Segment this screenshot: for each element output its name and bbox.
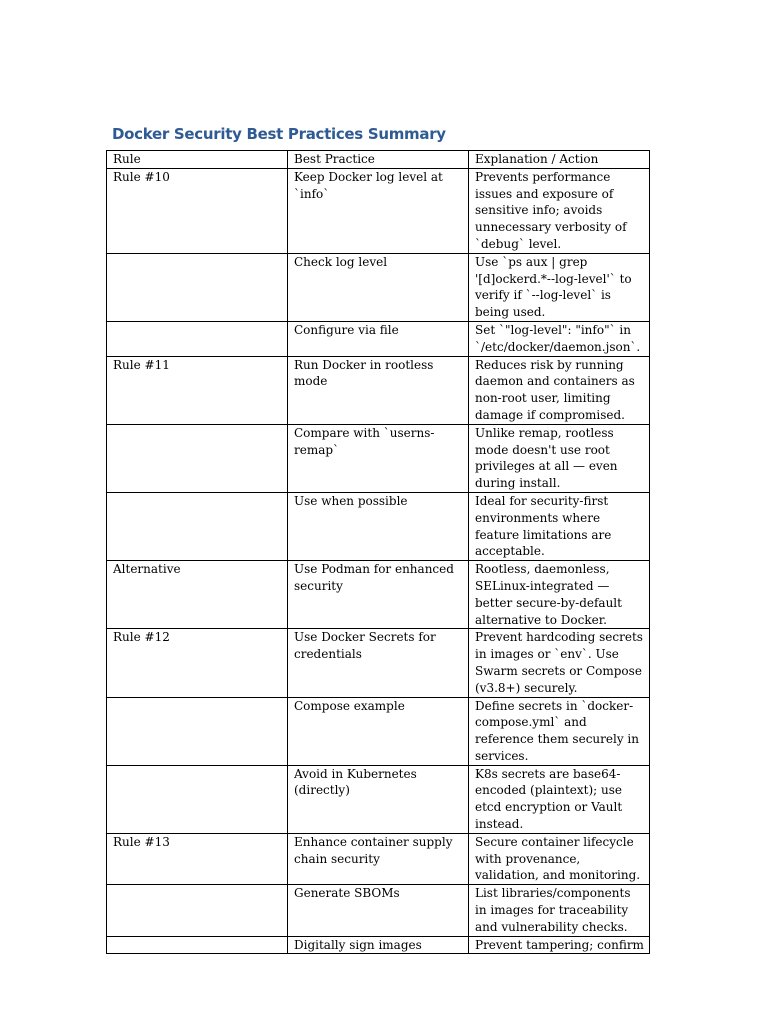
best-practice-cell: Check log level bbox=[288, 253, 469, 321]
explanation-cell: Reduces risk by running daemon and containers as non-root user, limiting damage if compromised. bbox=[469, 356, 650, 424]
table-header-row bbox=[107, 151, 650, 169]
explanation-cell: K8s secrets are base64-encoded (plaintext); use etcd encryption or Vault instead. bbox=[469, 765, 650, 833]
table-row bbox=[107, 561, 650, 629]
rule-cell bbox=[107, 885, 288, 936]
table-row bbox=[107, 885, 650, 936]
explanation-cell: Use `ps aux | grep '[d]ockerd.*--log-level'` to verify if `--log-level` is being used. bbox=[469, 253, 650, 321]
table-row bbox=[107, 424, 650, 492]
table-row bbox=[107, 765, 650, 833]
best-practice-cell: Use when possible bbox=[288, 492, 469, 560]
best-practices-table bbox=[106, 150, 650, 954]
best-practice-cell: Configure via file bbox=[288, 321, 469, 356]
table-row bbox=[107, 168, 650, 253]
explanation-cell: Define secrets in `docker-compose.yml` and reference them securely in services. bbox=[469, 697, 650, 765]
rule-cell bbox=[107, 697, 288, 765]
explanation-cell: Ideal for security-first environments where feature limitations are acceptable. bbox=[469, 492, 650, 560]
best-practice-cell: Generate SBOMs bbox=[288, 885, 469, 936]
explanation-cell: List libraries/components in images for traceability and vulnerability checks. bbox=[469, 885, 650, 936]
rule-cell: Rule #10 bbox=[107, 168, 288, 253]
rule-cell: Alternative bbox=[107, 561, 288, 629]
best-practice-cell: Run Docker in rootless mode bbox=[288, 356, 469, 424]
table-row bbox=[107, 697, 650, 765]
best-practice-cell: Keep Docker log level at `info` bbox=[288, 168, 469, 253]
rule-cell bbox=[107, 424, 288, 492]
explanation-cell: Rootless, daemonless, SELinux-integrated — better secure-by-default alternative to Docker. bbox=[469, 561, 650, 629]
rule-cell bbox=[107, 765, 288, 833]
header-cell-best-practice: Best Practice bbox=[288, 151, 469, 169]
best-practice-cell: Use Podman for enhanced security bbox=[288, 561, 469, 629]
best-practice-cell: Enhance container supply chain security bbox=[288, 833, 469, 884]
header-cell-rule: Rule bbox=[107, 151, 288, 169]
explanation-cell: Prevent tampering; confirm bbox=[469, 936, 650, 954]
table-row bbox=[107, 833, 650, 884]
best-practice-cell: Compare with `userns-remap` bbox=[288, 424, 469, 492]
explanation-cell: Prevent hardcoding secrets in images or `env`. Use Swarm secrets or Compose (v3.8+) securely. bbox=[469, 629, 650, 697]
table-row bbox=[107, 629, 650, 697]
table-row bbox=[107, 936, 650, 954]
table-row bbox=[107, 321, 650, 356]
explanation-cell: Set `"log-level": "info"` in `/etc/docker/daemon.json`. bbox=[469, 321, 650, 356]
rule-cell bbox=[107, 321, 288, 356]
explanation-cell: Unlike remap, rootless mode doesn't use root privileges at all — even during install. bbox=[469, 424, 650, 492]
rule-cell: Rule #11 bbox=[107, 356, 288, 424]
explanation-cell: Secure container lifecycle with provenance, validation, and monitoring. bbox=[469, 833, 650, 884]
best-practice-cell: Use Docker Secrets for credentials bbox=[288, 629, 469, 697]
table-row bbox=[107, 492, 650, 560]
table-row bbox=[107, 356, 650, 424]
rule-cell: Rule #13 bbox=[107, 833, 288, 884]
best-practice-cell: Compose example bbox=[288, 697, 469, 765]
best-practice-cell: Avoid in Kubernetes (directly) bbox=[288, 765, 469, 833]
best-practice-cell: Digitally sign images bbox=[288, 936, 469, 954]
rule-cell: Rule #12 bbox=[107, 629, 288, 697]
table-body bbox=[107, 151, 650, 954]
rule-cell bbox=[107, 936, 288, 954]
header-cell-explanation: Explanation / Action bbox=[469, 151, 650, 169]
rule-cell bbox=[107, 253, 288, 321]
document-title: Docker Security Best Practices Summary bbox=[112, 125, 446, 143]
rule-cell bbox=[107, 492, 288, 560]
explanation-cell: Prevents performance issues and exposure of sensitive info; avoids unnecessary verbosity of `debug` level. bbox=[469, 168, 650, 253]
table-row bbox=[107, 253, 650, 321]
